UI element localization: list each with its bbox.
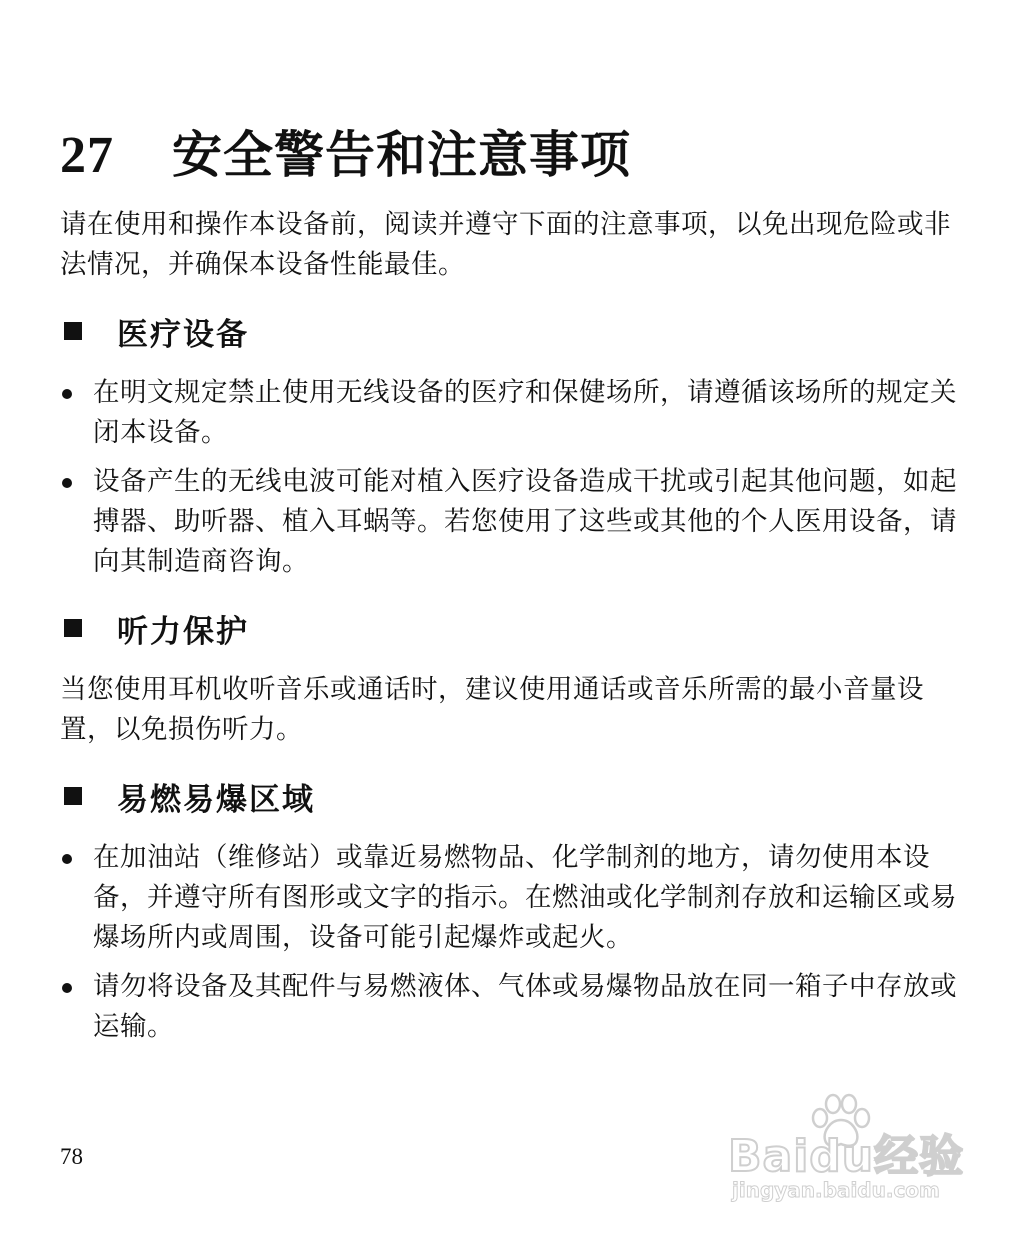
section-heading-flammable-areas <box>60 776 965 816</box>
section-heading-hearing-protection <box>60 608 965 648</box>
chapter-number: 27 <box>60 127 114 184</box>
page-number: 78 <box>60 1144 83 1169</box>
list-item-text: 请勿将设备及其配件与易燃液体、气体或易爆物品放在同一箱子中存放或运输。 <box>93 971 957 1042</box>
document-page <box>60 120 965 1056</box>
bullet-dot-icon <box>62 983 72 993</box>
watermark-logo: Baidu经验 <box>728 1131 965 1182</box>
list-item-text: 在明文规定禁止使用无线设备的医疗和保健场所，请遵循该场所的规定关闭本设备。 <box>93 377 957 448</box>
list-item <box>60 373 965 453</box>
hearing-protection-paragraph: 当您使用耳机收听音乐或通话时，建议使用通话或音乐所需的最小音量设置，以免损伤听力。 <box>60 674 924 745</box>
list-item-text: 设备产生的无线电波可能对植入医疗设备造成干扰或引起其他问题，如起搏器、助听器、植入耳蜗等。若您使用了这些或其他的个人医用设备，请向其制造商咨询。 <box>93 466 957 577</box>
square-bullet-icon <box>64 619 82 637</box>
chapter-title <box>60 120 965 191</box>
section-heading-text: 听力保护 <box>117 613 249 650</box>
medical-devices-list <box>60 373 965 582</box>
section-heading-text: 易燃易爆区域 <box>117 781 315 818</box>
section-heading-text: 医疗设备 <box>117 316 249 353</box>
section-heading-medical-devices <box>60 311 965 351</box>
list-item <box>60 967 965 1047</box>
square-bullet-icon <box>64 787 82 805</box>
square-bullet-icon <box>64 322 82 340</box>
watermark-url: jingyan.baidu.com <box>732 1178 940 1202</box>
chapter-title-text: 安全警告和注意事项 <box>172 126 631 184</box>
flammable-areas-list <box>60 838 965 1047</box>
baidu-watermark <box>712 1092 972 1212</box>
bullet-dot-icon <box>62 389 72 399</box>
intro-paragraph: 请在使用和操作本设备前，阅读并遵守下面的注意事项，以免出现危险或非法情况，并确保本设备性能最佳。 <box>60 209 951 280</box>
list-item <box>60 462 965 582</box>
list-item <box>60 838 965 958</box>
bullet-dot-icon <box>62 478 72 488</box>
list-item-text: 在加油站（维修站）或靠近易燃物品、化学制剂的地方，请勿使用本设备，并遵守所有图形或文字的指示。在燃油或化学制剂存放和运输区或易爆场所内或周围，设备可能引起爆炸或起火。 <box>93 842 957 953</box>
bullet-dot-icon <box>62 854 72 864</box>
